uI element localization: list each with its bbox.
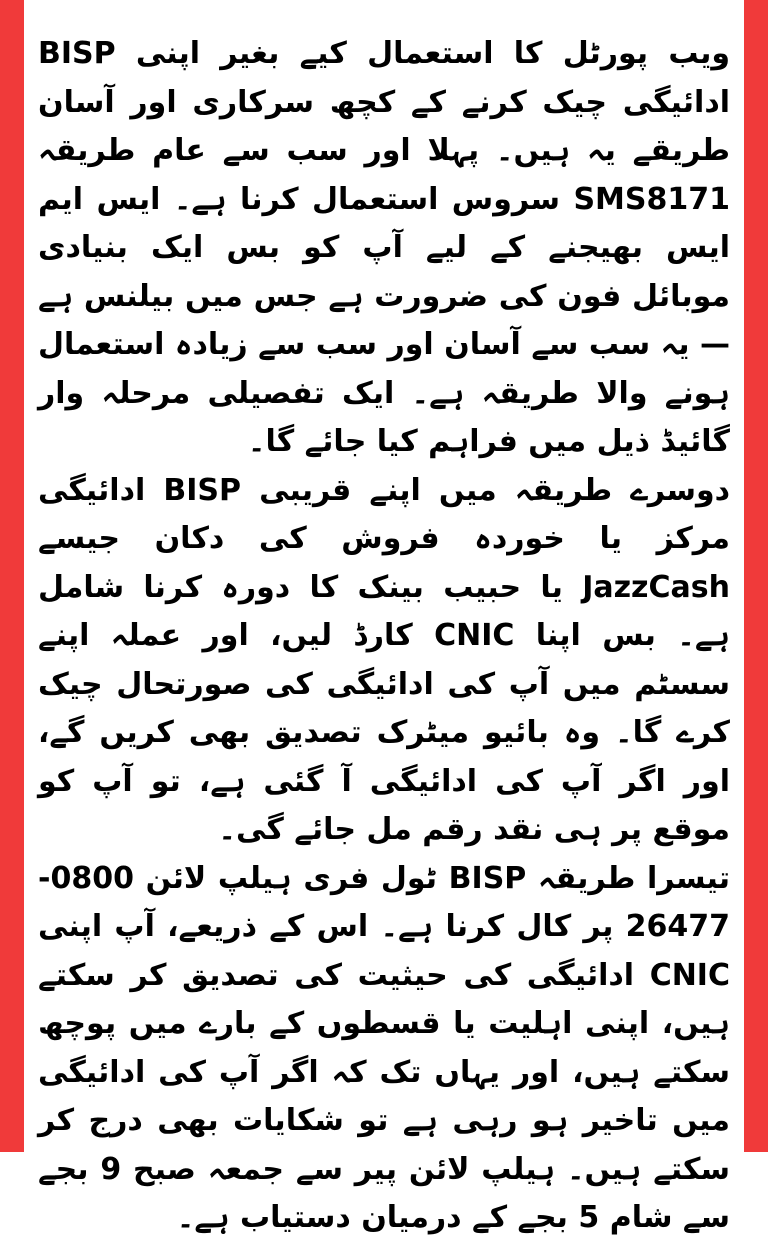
right-red-border [744,0,768,1152]
left-red-border [0,0,24,1152]
article-body [24,30,744,1235]
paragraph-3-helpline-method: تیسرا طریقہ BISP ٹول فری ہیلپ لائن 0800-26477 پر کال کرنا ہے۔ اس کے ذریعے، آپ اپنی CNIC ادائیگی کی حیثیت کی تصدیق کر سکتے ہیں، اپنی اہلیت یا قسطوں کے بارے میں پوچھ سکتے ہیں، اور یہاں تک کہ اگر آپ کی ادائیگی میں تاخیر ہو رہی ہے تو شکایات بھی درج کر سکتے ہیں۔ ہیلپ لائن پیر سے جمعہ صبح 9 بجے سے شام 5 بجے کے درمیان دستیاب ہے۔ [38,860,730,1235]
paragraph-1-sms-method: ویب پورٹل کا استعمال کیے بغیر اپنی BISP ادائیگی چیک کرنے کے کچھ سرکاری اور آسان طریقے یہ ہیں۔ پہلا اور سب سے عام طریقہ SMS8171 سروس استعمال کرنا ہے۔ ایس ایم ایس بھیجنے کے لیے آپ کو بس ایک بنیادی موبائل فون کی ضرورت ہے جس میں بیلنس ہے — یہ سب سے آسان اور سب سے زیادہ استعمال ہونے والا طریقہ ہے۔ ایک تفصیلی مرحلہ وار گائیڈ ذیل میں فراہم کیا جائے گا۔ [38,36,730,459]
paragraph-2-payment-center-method: دوسرے طریقہ میں اپنے قریبی BISP ادائیگی مرکز یا خوردہ فروش کی دکان جیسے JazzCash یا حبیب بینک کا دورہ کرنا شامل ہے۔ بس اپنا CNIC کارڈ لیں، اور عملہ اپنے سسٹم میں آپ کی ادائیگی کی صورتحال چیک کرے گا۔ وہ بائیو میٹرک تصدیق بھی کریں گے، اور اگر آپ کی ادائیگی آ گئی ہے، تو آپ کو موقع پر ہی نقد رقم مل جائے گی۔ [38,472,730,847]
